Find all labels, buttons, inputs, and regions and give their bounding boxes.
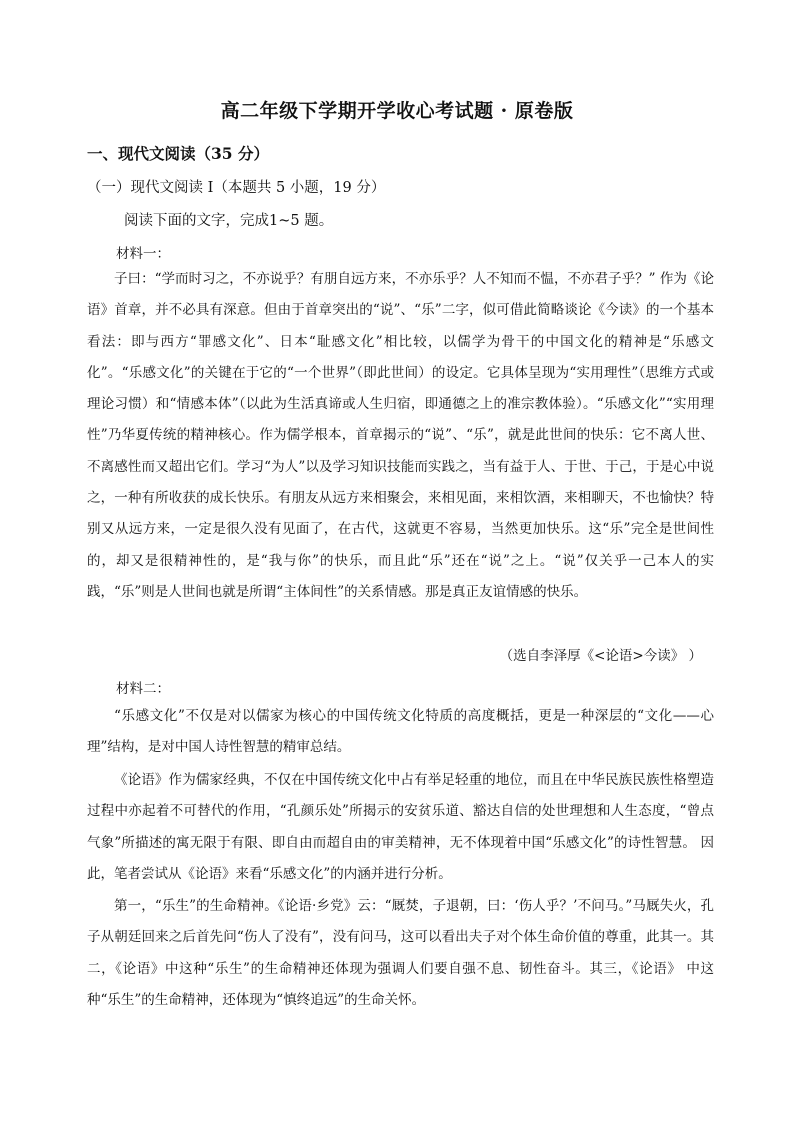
material1-source: （选自李泽厚《<论语>今读》 ） (499, 648, 702, 664)
material2-paragraph-1: “乐感文化”不仅是对以儒家为核心的中国传统文化特质的高度概括，更是一种深层的“文化——心理”结构，是对中国人诗性智慧的精审总结。 (87, 708, 714, 756)
material1-paragraph: 子曰：“学而时习之，不亦说乎？有朋自远方来，不亦乐乎？人不知而不愠，不亦君子乎？” 作为《论语》首章，并不必具有深意。但由于首章突出的“说”、“乐”二字，似可借此简略谈论《今读》的一个基本看法：即与西方“罪感文化”、日本“耻感文化”相比较，以儒学为骨干的中国文化的精神是“乐感文化”。“乐感文化”的关键在于它的“一个世界”（即此世间）的设定。它具体呈现为“实用理性”（思维方式或理论习惯）和“情感本体”（以此为生活真谛或人生归宿，即通德之上的准宗教体验）。“乐感文化”“实用理性”乃华夏传统的精神核心。作为儒学根本，首章揭示的“说”、“乐”，就是此世间的快乐：它不离人世、不离感性而又超出它们。学习“为人”以及学习知识技能而实践之，当有益于人、于世、于己，于是心中说之，一种有所收获的成长快乐。有朋友从远方来相聚会，来相见面，来相饮酒，来相聊天，不也愉快？特别又从远方来，一定是很久没有见面了，在古代，这就更不容易，当然更加快乐。这“乐”完全是世间性的，却又是很精神性的，是“我与你”的快乐，而且此“乐”还在“说”之上。“说”仅关乎一己本人的实践，“乐”则是人世间也就是所谓“主体间性”的关系情感。那是真正友谊情感的快乐。 (87, 271, 714, 600)
material1-label: 材料一： (116, 246, 170, 262)
document-title: 高二年级下学期开学收心考试题 · 原卷版 (220, 100, 574, 122)
subsection-heading: （一）现代文阅读 I（本题共 5 小题，19 分） (87, 180, 386, 196)
material2-label: 材料二： (116, 681, 170, 697)
reading-instruction: 阅读下面的文字，完成1~5 题。 (124, 213, 334, 229)
section-heading: 一、现代文阅读（35 分） (87, 144, 269, 163)
material2-paragraph-3: 第一，“乐生”的生命精神。《论语·乡党》云：“厩焚，子退朝，曰：‘伤人乎？’不问马。”马厩失火，孔子从朝廷回来之后首先问“伤人了没有”，没有问马，这可以看出夫子对个体生命价值的尊重，此其一。其二，《论语》中这种“乐生”的生命精神还体现为强调人们要自强不息、韧性奋斗。其三，《论语》 中这种“乐生”的生命精神，还体现为“慎终追远”的生命关怀。 (87, 898, 714, 1008)
material2-paragraph-2: 《论语》作为儒家经典，不仅在中国传统文化中占有举足轻重的地位，而且在中华民族民族性格塑造过程中亦起着不可替代的作用，“孔颜乐处”所揭示的安贫乐道、豁达自信的处世理想和人生态度，“曾点气象”所描述的寓无限于有限、即自由而超自由的审美精神，无不体现着中国“乐感文化”的诗性智慧。 因此，笔者尝试从《论语》来看“乐感文化”的内涵并进行分析。 (87, 772, 714, 882)
